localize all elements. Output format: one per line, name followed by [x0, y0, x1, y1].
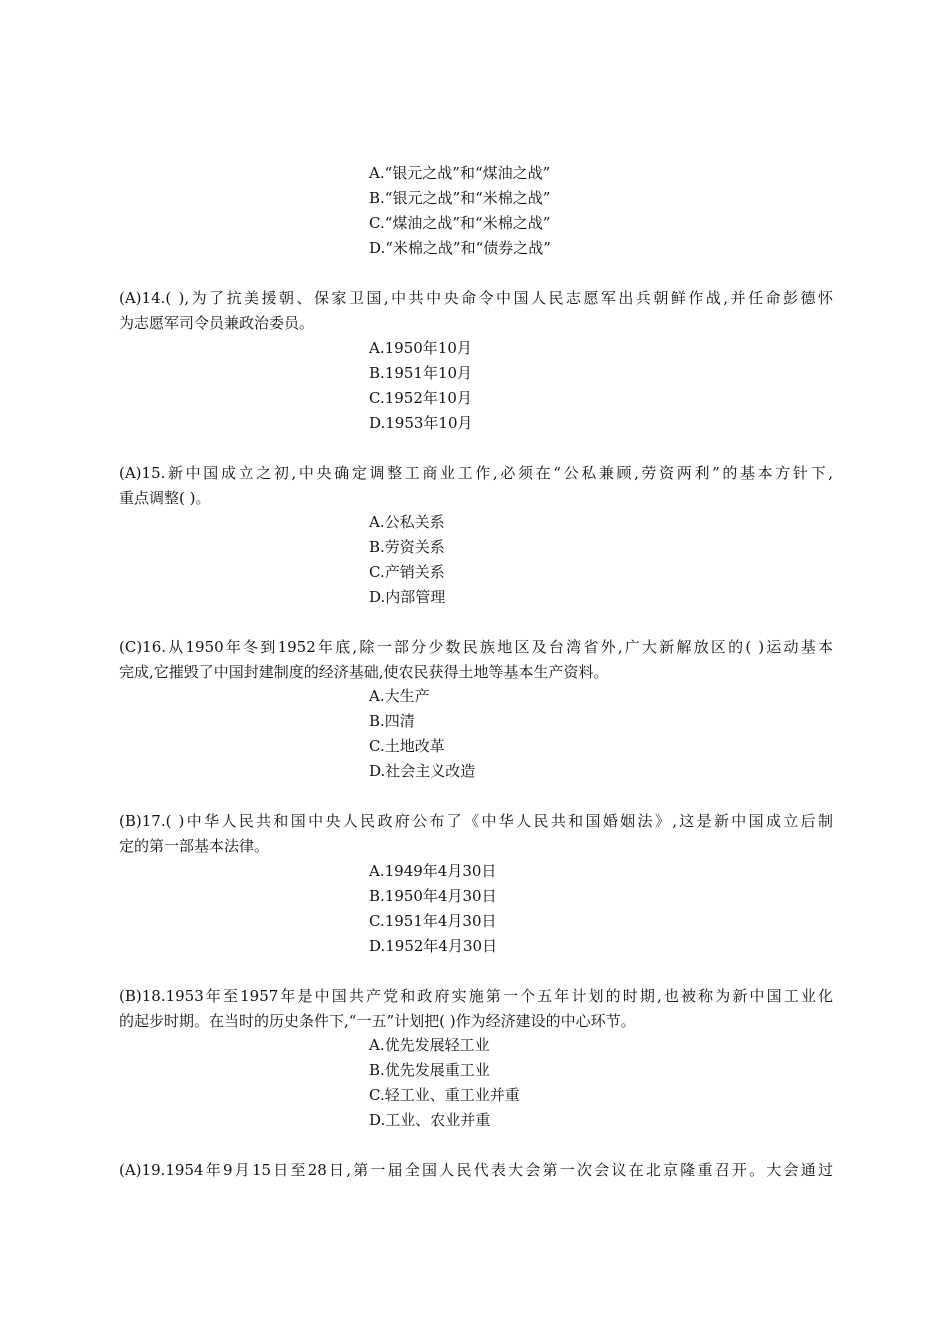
option-a: A.1950年10月 — [369, 339, 472, 357]
question-text-line: (A)19.1954年9月15日至28日,第一届全国人民代表大会第一次会议在北京隆重召开。大会通过 — [119, 1161, 833, 1179]
question-text-line: (B)17.( )中华人民共和国中央人民政府公布了《中华人民共和国婚姻法》,这是新中国成立后制 — [119, 812, 833, 830]
question-text-line: 为志愿军司令员兼政治委员。 — [119, 314, 315, 332]
option-d: D.工业、农业并重 — [369, 1111, 491, 1129]
question-text-line: (B)18.1953年至1957年是中国共产党和政府实施第一个五年计划的时期,也被称为新中国工业化 — [119, 987, 833, 1005]
option-d: D.“米棉之战”和“债券之战” — [369, 239, 551, 257]
option-a: A.“银元之战”和“煤油之战” — [369, 164, 551, 182]
option-c: C.1952年10月 — [369, 389, 472, 407]
option-a: A.大生产 — [369, 687, 430, 705]
option-b: B.劳资关系 — [369, 538, 445, 556]
question-15 — [119, 461, 833, 511]
option-d: D.内部管理 — [369, 588, 446, 606]
option-c: C.土地改革 — [369, 737, 445, 755]
option-b: B.1951年10月 — [369, 364, 473, 382]
question-16 — [119, 635, 833, 685]
question-text-line: (C)16.从1950年冬到1952年底,除一部分少数民族地区及台湾省外,广大新解放区的( )运动基本 — [119, 638, 833, 656]
option-c: C.轻工业、重工业并重 — [369, 1086, 520, 1104]
question-19 — [119, 1158, 833, 1183]
question-text-line: (A)14.( ),为了抗美援朝、保家卫国,中共中央命令中国人民志愿军出兵朝鲜作战,并任命彭德怀 — [119, 289, 833, 307]
option-b: B.1950年4月30日 — [369, 887, 497, 905]
option-b: B.“银元之战”和“米棉之战” — [369, 189, 551, 207]
option-b: B.优先发展重工业 — [369, 1061, 490, 1079]
question-text-line: 的起步时期。在当时的历史条件下,“一五”计划把( )作为经济建设的中心环节。 — [119, 1012, 636, 1030]
option-a: A.公私关系 — [369, 513, 445, 531]
question-text-line: 完成,它摧毁了中国封建制度的经济基础,使农民获得土地等基本生产资料。 — [119, 663, 609, 681]
option-d: D.1952年4月30日 — [369, 937, 498, 955]
question-text-line: 重点调整( )。 — [119, 489, 211, 507]
option-a: A.优先发展轻工业 — [369, 1036, 490, 1054]
option-b: B.四清 — [369, 712, 415, 730]
question-17 — [119, 809, 833, 859]
question-text-line: 定的第一部基本法律。 — [119, 837, 270, 855]
option-c: C.1951年4月30日 — [369, 912, 497, 930]
question-14 — [119, 286, 833, 336]
question-text-line: (A)15.新中国成立之初,中央确定调整工商业工作,必须在“公私兼顾,劳资两利”的基本方针下, — [119, 464, 833, 482]
option-a: A.1949年4月30日 — [369, 862, 497, 880]
option-d: D.社会主义改造 — [369, 762, 476, 780]
option-c: C.“煤油之战”和“米棉之战” — [369, 214, 551, 232]
question-18 — [119, 984, 833, 1034]
option-c: C.产销关系 — [369, 563, 445, 581]
option-d: D.1953年10月 — [369, 414, 473, 432]
